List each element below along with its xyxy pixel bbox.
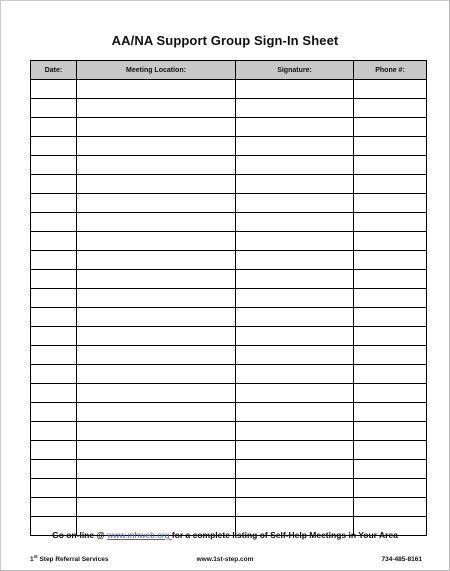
- phone-cell[interactable]: [354, 460, 427, 479]
- meeting-location-cell[interactable]: [77, 270, 236, 289]
- table-row: [31, 384, 427, 403]
- phone-cell[interactable]: [354, 441, 427, 460]
- phone-cell[interactable]: [354, 403, 427, 422]
- meeting-location-cell[interactable]: [77, 137, 236, 156]
- signature-cell[interactable]: [236, 479, 354, 498]
- signature-cell[interactable]: [236, 80, 354, 99]
- date-cell[interactable]: [31, 194, 77, 213]
- table-row: [31, 99, 427, 118]
- meeting-location-cell[interactable]: [77, 156, 236, 175]
- header-phone: Phone #:: [354, 61, 427, 80]
- header-signature: Signature:: [236, 61, 354, 80]
- footer-company-number: 1: [30, 556, 34, 563]
- table-row: [31, 365, 427, 384]
- meeting-location-cell[interactable]: [77, 289, 236, 308]
- meeting-location-cell[interactable]: [77, 118, 236, 137]
- date-cell[interactable]: [31, 80, 77, 99]
- table-row: [31, 156, 427, 175]
- date-cell[interactable]: [31, 156, 77, 175]
- date-cell[interactable]: [31, 365, 77, 384]
- phone-cell[interactable]: [354, 232, 427, 251]
- table-row: [31, 460, 427, 479]
- table-row: [31, 213, 427, 232]
- signature-cell[interactable]: [236, 175, 354, 194]
- date-cell[interactable]: [31, 327, 77, 346]
- signature-cell[interactable]: [236, 460, 354, 479]
- phone-cell[interactable]: [354, 327, 427, 346]
- table-row: [31, 270, 427, 289]
- meeting-location-cell[interactable]: [77, 403, 236, 422]
- meeting-location-cell[interactable]: [77, 346, 236, 365]
- header-date: Date:: [31, 61, 77, 80]
- phone-cell[interactable]: [354, 118, 427, 137]
- online-suffix: for a complete listing of Self-Help Meetings in Your Area: [171, 530, 398, 540]
- phone-cell[interactable]: [354, 365, 427, 384]
- meeting-location-cell[interactable]: [77, 308, 236, 327]
- page-title: AA/NA Support Group Sign-In Sheet: [111, 33, 339, 48]
- online-listing-line: [0, 530, 450, 540]
- phone-cell[interactable]: [354, 99, 427, 118]
- date-cell[interactable]: [31, 270, 77, 289]
- table-row: [31, 308, 427, 327]
- meeting-location-cell[interactable]: [77, 80, 236, 99]
- table-row: [31, 498, 427, 517]
- signature-cell[interactable]: [236, 289, 354, 308]
- phone-cell[interactable]: [354, 346, 427, 365]
- date-cell[interactable]: [31, 175, 77, 194]
- meeting-location-cell[interactable]: [77, 479, 236, 498]
- date-cell[interactable]: [31, 232, 77, 251]
- signature-cell[interactable]: [236, 384, 354, 403]
- table-row: [31, 118, 427, 137]
- phone-cell[interactable]: [354, 498, 427, 517]
- date-cell[interactable]: [31, 479, 77, 498]
- signature-cell[interactable]: [236, 213, 354, 232]
- meeting-location-cell[interactable]: [77, 232, 236, 251]
- signature-cell[interactable]: [236, 99, 354, 118]
- signature-cell[interactable]: [236, 270, 354, 289]
- online-prefix: Go on-line @: [52, 530, 108, 540]
- mhweb-link[interactable]: www.mhweb.org: [107, 530, 172, 540]
- footer-phone: 734-485-8161: [381, 556, 422, 563]
- date-cell[interactable]: [31, 422, 77, 441]
- meeting-location-cell[interactable]: [77, 422, 236, 441]
- table-row: [31, 175, 427, 194]
- date-cell[interactable]: [31, 213, 77, 232]
- footer-company-name: Step Referral Services: [37, 556, 109, 563]
- signature-cell[interactable]: [236, 118, 354, 137]
- signature-cell[interactable]: [236, 308, 354, 327]
- date-cell[interactable]: [31, 460, 77, 479]
- header-row: [31, 61, 427, 80]
- signature-cell[interactable]: [236, 232, 354, 251]
- table-row: [31, 289, 427, 308]
- signature-cell[interactable]: [236, 365, 354, 384]
- meeting-location-cell[interactable]: [77, 99, 236, 118]
- phone-cell[interactable]: [354, 194, 427, 213]
- meeting-location-cell[interactable]: [77, 213, 236, 232]
- signature-cell[interactable]: [236, 194, 354, 213]
- meeting-location-cell[interactable]: [77, 384, 236, 403]
- table-row: [31, 346, 427, 365]
- signature-cell[interactable]: [236, 403, 354, 422]
- header-meeting-location: Meeting Location:: [77, 61, 236, 80]
- signature-cell[interactable]: [236, 156, 354, 175]
- date-cell[interactable]: [31, 137, 77, 156]
- date-cell[interactable]: [31, 118, 77, 137]
- table-row: [31, 327, 427, 346]
- table-body: [31, 80, 427, 536]
- phone-cell[interactable]: [354, 80, 427, 99]
- date-cell[interactable]: [31, 308, 77, 327]
- phone-cell[interactable]: [354, 289, 427, 308]
- meeting-location-cell[interactable]: [77, 175, 236, 194]
- date-cell[interactable]: [31, 498, 77, 517]
- table-row: [31, 441, 427, 460]
- signature-cell[interactable]: [236, 327, 354, 346]
- date-cell[interactable]: [31, 251, 77, 270]
- date-cell[interactable]: [31, 441, 77, 460]
- date-cell[interactable]: [31, 99, 77, 118]
- phone-cell[interactable]: [354, 479, 427, 498]
- table-row: [31, 80, 427, 99]
- date-cell[interactable]: [31, 384, 77, 403]
- meeting-location-cell[interactable]: [77, 365, 236, 384]
- table-row: [31, 403, 427, 422]
- signature-cell[interactable]: [236, 422, 354, 441]
- table-row: [31, 137, 427, 156]
- signature-cell[interactable]: [236, 498, 354, 517]
- date-cell[interactable]: [31, 346, 77, 365]
- phone-cell[interactable]: [354, 213, 427, 232]
- signature-cell[interactable]: [236, 137, 354, 156]
- phone-cell[interactable]: [354, 251, 427, 270]
- date-cell[interactable]: [31, 403, 77, 422]
- table-row: [31, 422, 427, 441]
- footer-company-sup: st: [33, 553, 38, 559]
- meeting-location-cell[interactable]: [77, 251, 236, 270]
- phone-cell[interactable]: [354, 422, 427, 441]
- phone-cell[interactable]: [354, 384, 427, 403]
- phone-cell[interactable]: [354, 156, 427, 175]
- sign-in-table: [30, 60, 427, 536]
- meeting-location-cell[interactable]: [77, 441, 236, 460]
- phone-cell[interactable]: [354, 137, 427, 156]
- table-row: [31, 251, 427, 270]
- meeting-location-cell[interactable]: [77, 194, 236, 213]
- phone-cell[interactable]: [354, 270, 427, 289]
- meeting-location-cell[interactable]: [77, 327, 236, 346]
- meeting-location-cell[interactable]: [77, 498, 236, 517]
- date-cell[interactable]: [31, 289, 77, 308]
- footer-website: www.1st-step.com: [196, 556, 254, 563]
- signature-cell[interactable]: [236, 441, 354, 460]
- table-row: [31, 232, 427, 251]
- table-row: [31, 479, 427, 498]
- signature-cell[interactable]: [236, 346, 354, 365]
- phone-cell[interactable]: [354, 175, 427, 194]
- phone-cell[interactable]: [354, 308, 427, 327]
- signature-cell[interactable]: [236, 251, 354, 270]
- meeting-location-cell[interactable]: [77, 460, 236, 479]
- table-row: [31, 194, 427, 213]
